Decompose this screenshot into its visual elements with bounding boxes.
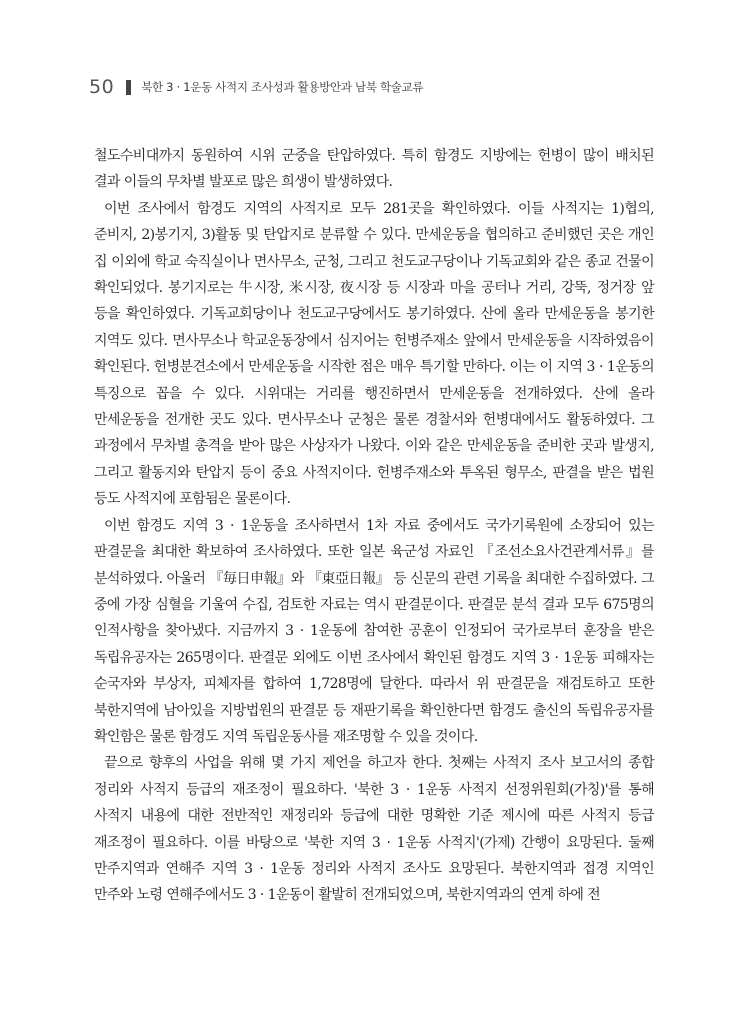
paragraph-proposals: 끝으로 향후의 사업을 위해 몇 가지 제언을 하고자 한다. 첫째는 사적지 조사 보고서의 종합 정리와 사적지 등급의 재조정이 필요하다. '북한 3 · 1운동 사적지 선정위원회(가칭)'를 통해 사적지 내용에 대한 전반적인 재정리와 등급에 대한 명확한 기준 제시에 따른 사적지 등급 재조정이 필요하다. 이를 바탕으로 '북한 지역 3 · 1운동 사적지'(가제) 간행이 요망된다. 둘째 만주지역과 연해주 지역 3 · 1운동 정리와 사적지 조사도 요망된다. 북한지역과 접경 지역인 만주와 노령 연해주에서도 3 · 1운동이 활발히 전개되었으며, 북한지역과의 연계 하에 전 xyxy=(94,755,654,904)
header-divider-bar xyxy=(126,80,131,95)
running-header xyxy=(89,76,423,98)
running-title: 북한 3 · 1운동 사적지 조사성과 활용방안과 남북 학술교류 xyxy=(141,80,424,94)
page-number: 50 xyxy=(89,76,115,98)
paragraph-sources: 이번 함경도 지역 3 · 1운동을 조사하면서 1차 자료 중에서도 국가기록원에 소장되어 있는 판결문을 최대한 확보하여 조사하였다. 또한 일본 육군성 자료인 『조선소요사건관계서류』를 분석하였다. 아울러 『毎日申報』와 『東亞日報』 등 신문의 관련 기록을 최대한 수집하였다. 그 중에 가장 심혈을 기울여 수집, 검토한 자료는 역시 판결문이다. 판결문 분석 결과 모두 675명의 인적사항을 찾아냈다. 지금까지 3 · 1운동에 참여한 공훈이 인정되어 국가로부터 훈장을 받은 독립유공자는 265명이다. 판결문 외에도 이번 조사에서 확인된 함경도 지역 3 · 1운동 피해자는 순국자와 부상자, 피체자를 합하여 1,728명에 달한다. 따라서 위 판결문을 재검토하고 또한 북한지역에 남아있을 지방법원의 판결문 등 재판기록을 확인한다면 함경도 출신의 독립유공자를 확인함은 물론 함경도 지역 독립운동사를 재조명할 수 있을 것이다. xyxy=(94,517,654,745)
paragraph-continuation: 철도수비대까지 동원하여 시위 군중을 탄압하였다. 특히 함경도 지방에는 헌병이 많이 배치된 결과 이들의 무차별 발포로 많은 희생이 발생하였다. xyxy=(94,148,654,191)
body-text xyxy=(94,143,654,909)
paragraph-sites-summary: 이번 조사에서 함경도 지역의 사적지로 모두 281곳을 확인하였다. 이들 사적지는 1)협의, 준비지, 2)봉기지, 3)활동 및 탄압지로 분류할 수 있다. 만세운동을 협의하고 준비했던 곳은 개인 집 이외에 학교 숙직실이나 면사무소, 군청, 그리고 천도교구당이나 기독교회와 같은 종교 건물이 확인되었다. 봉기지로는 牛시장, 米시장, 夜시장 등 시장과 마을 공터나 거리, 강뚝, 정거장 앞 등을 확인하였다. 기독교회당이나 천도교구당에서도 봉기하였다. 산에 올라 만세운동을 봉기한 지역도 있다. 면사무소나 학교운동장에서 심지어는 헌병주재소 앞에서 만세운동을 시작하였음이 확인된다. 헌병분견소에서 만세운동을 시작한 점은 매우 특기할 만하다. 이는 이 지역 3 · 1운동의 특징으로 꼽을 수 있다. 시위대는 거리를 행진하면서 만세운동을 전개하였다. 산에 올라 만세운동을 전개한 곳도 있다. 면사무소나 군청은 물론 경찰서와 헌병대에서도 활동하였다. 그 과정에서 무차별 총격을 받아 많은 사상자가 나왔다. 이와 같은 만세운동을 준비한 곳과 발생지, 그리고 활동지와 탄압지 등이 중요 사적지이다. 헌병주재소와 투옥된 형무소, 판결을 받은 법원 등도 사적지에 포함됨은 물론이다. xyxy=(94,200,654,508)
